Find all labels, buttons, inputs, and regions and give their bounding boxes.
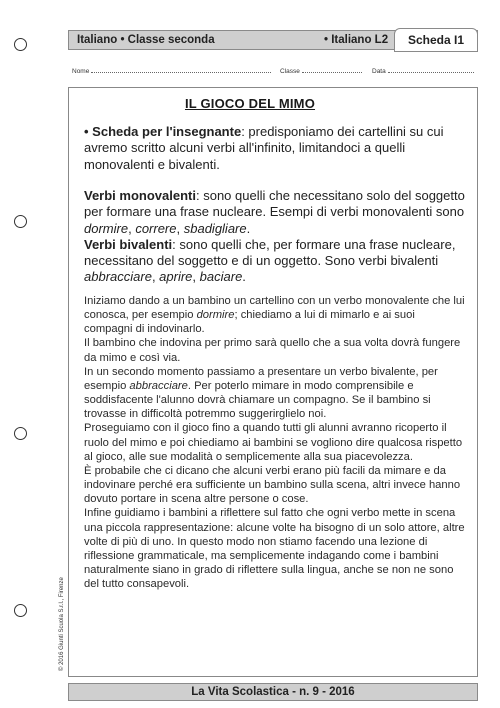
class-field[interactable] [280, 66, 362, 75]
sheet-tab: Scheda I1 [394, 28, 478, 52]
date-label: Data [372, 68, 386, 75]
mono-text: : sono quelli che necessitano solo del soggetto per formare una frase nucleare. Esempi di verbi monovalenti sono [84, 188, 465, 220]
teacher-note-label: • Scheda per l'insegnante [84, 124, 242, 139]
paragraph: Iniziamo dando a un bambino un cartellino con un verbo monovalente che lui conosca, per esempio dormire; chiediamo a lui di mimarlo e ai suoi compagni di indovinarlo. [84, 295, 465, 336]
mono-example: sbadigliare [183, 220, 247, 236]
binder-hole [14, 604, 27, 617]
copyright-text: © 2016 Giunti Scuola S.r.l., Firenze [59, 577, 65, 671]
bi-example: abbracciare [84, 269, 152, 285]
mono-label: Verbi monovalenti [84, 188, 196, 203]
paragraph: In un secondo momento passiamo a presentare un verbo bivalente, per esempio abbracciare. Per poterlo mimare in modo comprensibile e soddisfacente l'alunno dovrà chiamare un compagno. Se il bambino si trovasse in difficoltà potremmo suggerirglielo noi. [84, 365, 438, 421]
binder-hole [14, 38, 27, 51]
subject-class: Italiano • Classe seconda [77, 34, 215, 46]
footer-bar: La Vita Scolastica - n. 9 - 2016 [68, 683, 478, 701]
student-fields [68, 64, 478, 78]
section-label: • Italiano L2 [324, 34, 389, 46]
paragraph: È probabile che ci dicano che alcuni verbi erano più facili da mimare e da indovinare perché era sufficiente un bambino sulla scena, altri invece hanno dovuto portare in scena altre persone o cose. [84, 464, 461, 506]
body-text [84, 294, 466, 591]
name-label: Nome [72, 68, 90, 75]
paragraph: Infine guidiamo i bambini a riflettere sul fatto che ogni verbo mette in scena una piccola rappresentazione: alcune volte ha bisogno di un solo attore, altre volte di più di uno. In questo modo non stiamo facendo una lezione di riflessione grammaticale, ma semplicemente indagando come i bambini naturalmente siano in grado di riflettere sulla lingua, anche se non ne sono del tutto consapevoli. [84, 507, 465, 591]
date-field[interactable] [372, 66, 474, 75]
bi-example: aprire [159, 269, 193, 285]
teacher-note [84, 124, 466, 173]
class-label: Classe [280, 68, 300, 75]
paragraph: Il bambino che indovina per primo sarà quello che a sua volta dovrà fungere da mimo e così via. [84, 337, 461, 364]
page-title: IL GIOCO DEL MIMO [184, 96, 316, 111]
bi-example: baciare [199, 269, 243, 285]
bi-text: : sono quelli che, per formare una frase nucleare, necessitano del soggetto e di un oggetto. Sono verbi bivalenti [84, 236, 456, 269]
mono-example: dormire [84, 220, 129, 236]
name-field[interactable] [72, 66, 271, 75]
teacher-note-text: : predisponiamo dei cartellini su cui avremo scritto alcuni verbi all'infinito, limitandoci a quelli monovalenti e bivalenti. [84, 124, 444, 172]
copyright-sidebar [54, 536, 63, 676]
verb-definitions: Verbi monovalenti: sono quelli che necessitano solo del soggetto per formare una frase nucleare. Esempi di verbi monovalenti sono dormire, correre, sbadigliare. Verbi bivalenti: sono quelli che, per formare una frase nucleare, necessitano del soggetto e di un oggetto. Sono verbi bivalenti abbracciare, aprire, baciare. [84, 188, 465, 285]
header-bar [68, 30, 478, 50]
mono-example: correre [135, 220, 177, 236]
binder-hole [14, 215, 27, 228]
bi-label: Verbi bivalenti [84, 236, 173, 252]
binder-hole [14, 427, 27, 440]
paragraph: Proseguiamo con il gioco fino a quando tutti gli alunni avranno ricoperto il ruolo del mimo e poi chiediamo ai bambini se vogliono dire qualcosa rispetto al gioco, alle sue modalità o semplicemente alla sua piacevolezza. [84, 422, 463, 463]
